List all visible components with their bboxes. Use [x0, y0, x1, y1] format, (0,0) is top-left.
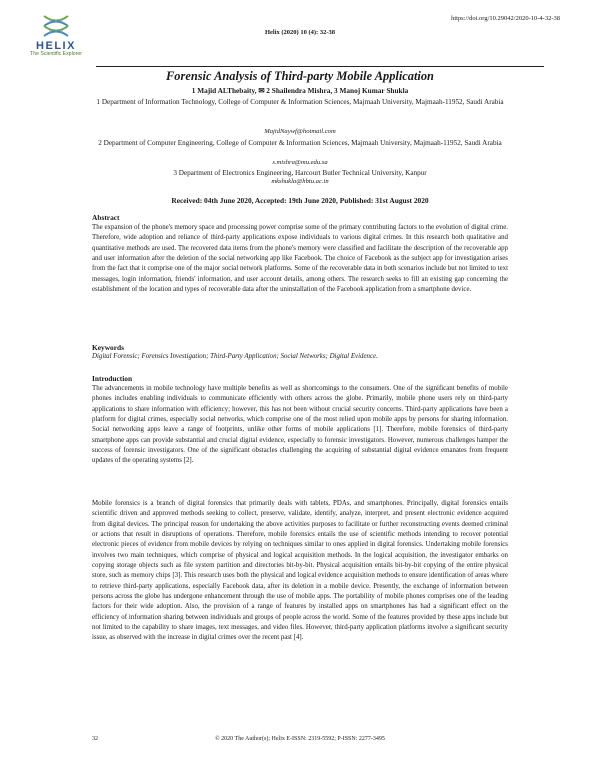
author-email-2[interactable]: s.mishra@mu.edu.sa	[272, 159, 328, 166]
introduction-paragraph-1: The advancements in mobile technology have multiple benefits as well as shortcomings to the consumers. One of the significant benefits of mobile phones includes enabling individuals to communicate efficiently with others across the globe. Primarily, mobile phone users rely on third-party applications to share information with efficiency; however, this has not been without crucial security concerns. Third-party applications have been a platform for digital crimes, especially social networks, which comprise one of the most relied upon mobile apps by persons for sharing information. Social networking apps leave a range of footprints, unlike other forms of mobile applications [1]. Therefore, mobile forensics of third-party smartphone apps can provide substantial and crucial digital evidence, especially to forensic investigators. However, numerous challenges hamper the success of forensic investigators. One of the significant obstacles challenging the acquiring of substantial digital evidence emanates from frequent updates of the operating systems [2].	[92, 385, 508, 465]
keywords-text: Digital Forensic; Forensics Investigation; Third-Party Application; Social Networks; Digital Evidence.	[92, 353, 378, 360]
logo-tagline: The Scientific Explorer	[30, 51, 82, 57]
footer-copyright: © 2020 The Author(s); Helix E-ISSN: 2319-5592; P-ISSN: 2277-3495	[215, 736, 385, 742]
affiliation-3: 3 Department of Electronics Engineering, Harcourt Butler Technical University, Kanpur	[173, 169, 427, 177]
affiliation-2: 2 Department of Computer Engineering, College of Computer & Information Sciences, Majmaah University, Majmaah-11952, Saudi Arabia	[98, 139, 502, 147]
paper-title: Forensic Analysis of Third-party Mobile Application	[166, 69, 434, 83]
header-divider	[96, 66, 544, 67]
keywords-heading: Keywords	[92, 343, 125, 352]
page-number: 32	[92, 736, 98, 742]
abstract-heading: Abstract	[92, 213, 120, 222]
affiliation-1: 1 Department of Information Technology, College of Computer & Information Sciences, Majmaah University, Majmaah-11952, Saudi Arabia	[96, 98, 504, 106]
author-email-3[interactable]: mkshukla@hbtu.ac.in	[271, 178, 329, 185]
publication-dates: Received: 04th June 2020, Accepted: 19th June 2020, Published: 31st August 2020	[171, 196, 429, 205]
introduction-paragraph-2: Mobile forensics is a branch of digital forensics that primarily deals with tablets, PDAs, and smartphones. Principally, digital forensics entails scientific driven and approved methods seeking to collect, preserve, validate, identify, analyze, interpret, and present electronic evidence acquired from digital devices. The principal reason for undertaking the above activities purposes to facilitate or further reconstructing events deemed criminal or actions that result in disruptions of operations. Therefore, mobile forensics entails the use of scientific methods intending to recover potential electronic pieces of evidence from mobile devices by relying on techniques similar to ones applied in digital forensics. Undertaking mobile forensics involves two main techniques, which comprise of physical and logical acquisition methods. In the logical acquisition, the investigator embarks on copying storage objects such as file system partition and directories bit-by-bit. Physical acquisition entails bit-by-bit copying of the entire physical store, such as memory chips [3]. This research uses both the physical and logical evidence acquisition methods to ensure identification of areas where to retrieve third-party applications, especially Facebook data, after its deletion in a mobile device. Presently, the exchange of information between persons across the globe has undergone enhancement through the use of mobile apps. The portability of mobile phones comprises one of the leading factors for their wide adoption. Also, the provision of a range of features by installed apps on smartphones has had a significant effect on the efficiency of information sharing between individuals and groups of people across the world. Some of the features provided by these apps include but not limited to the capability to share images, text messages, and video files. However, third-party application platforms involve a significant security issue, as observed with the increase in digital crimes over the recent past [4].	[92, 500, 508, 642]
author-list: 1 Majid ALThebaity, ✉ 2 Shailendra Mishra, 3 Manoj Kumar Shukla	[191, 86, 409, 95]
logo-word: HELIX	[36, 40, 76, 52]
author-email-1[interactable]: MajidNaywf@hotmail.com	[264, 128, 336, 135]
logo-brand	[18, 40, 94, 57]
journal-citation: Helix (2020) 10 (4): 32-38	[264, 29, 336, 36]
introduction-heading: Introduction	[92, 374, 133, 383]
doi-link[interactable]: https://doi.org/10.29042/2020-10-4-32-38	[451, 15, 560, 22]
abstract-text: The expansion of the phone's memory space and processing power comprise some of the primary contributing factors to the evolution of digital crime. Therefore, wide adoption and reliance of third-party applications expose individuals to various digital crimes. In this research both qualitative and quantitative methods are used. The recovered data items from the phone's memory were classified and facilitate the description of the recoverable app and user information after the deletion of the social networking app like Facebook. The choice of Facebook as the subject app for investigation arises from the fact that it comprise one of the major social network platforms. Some of the recoverable data in both scenarios include but not limited to text messages, login information, friends' information, and user account details, among others. The research seeks to fill an existing gap concerning the establishment of the location and types of recoverable data after the uninstallation of the Facebook application from a smartphone device.	[92, 224, 508, 294]
